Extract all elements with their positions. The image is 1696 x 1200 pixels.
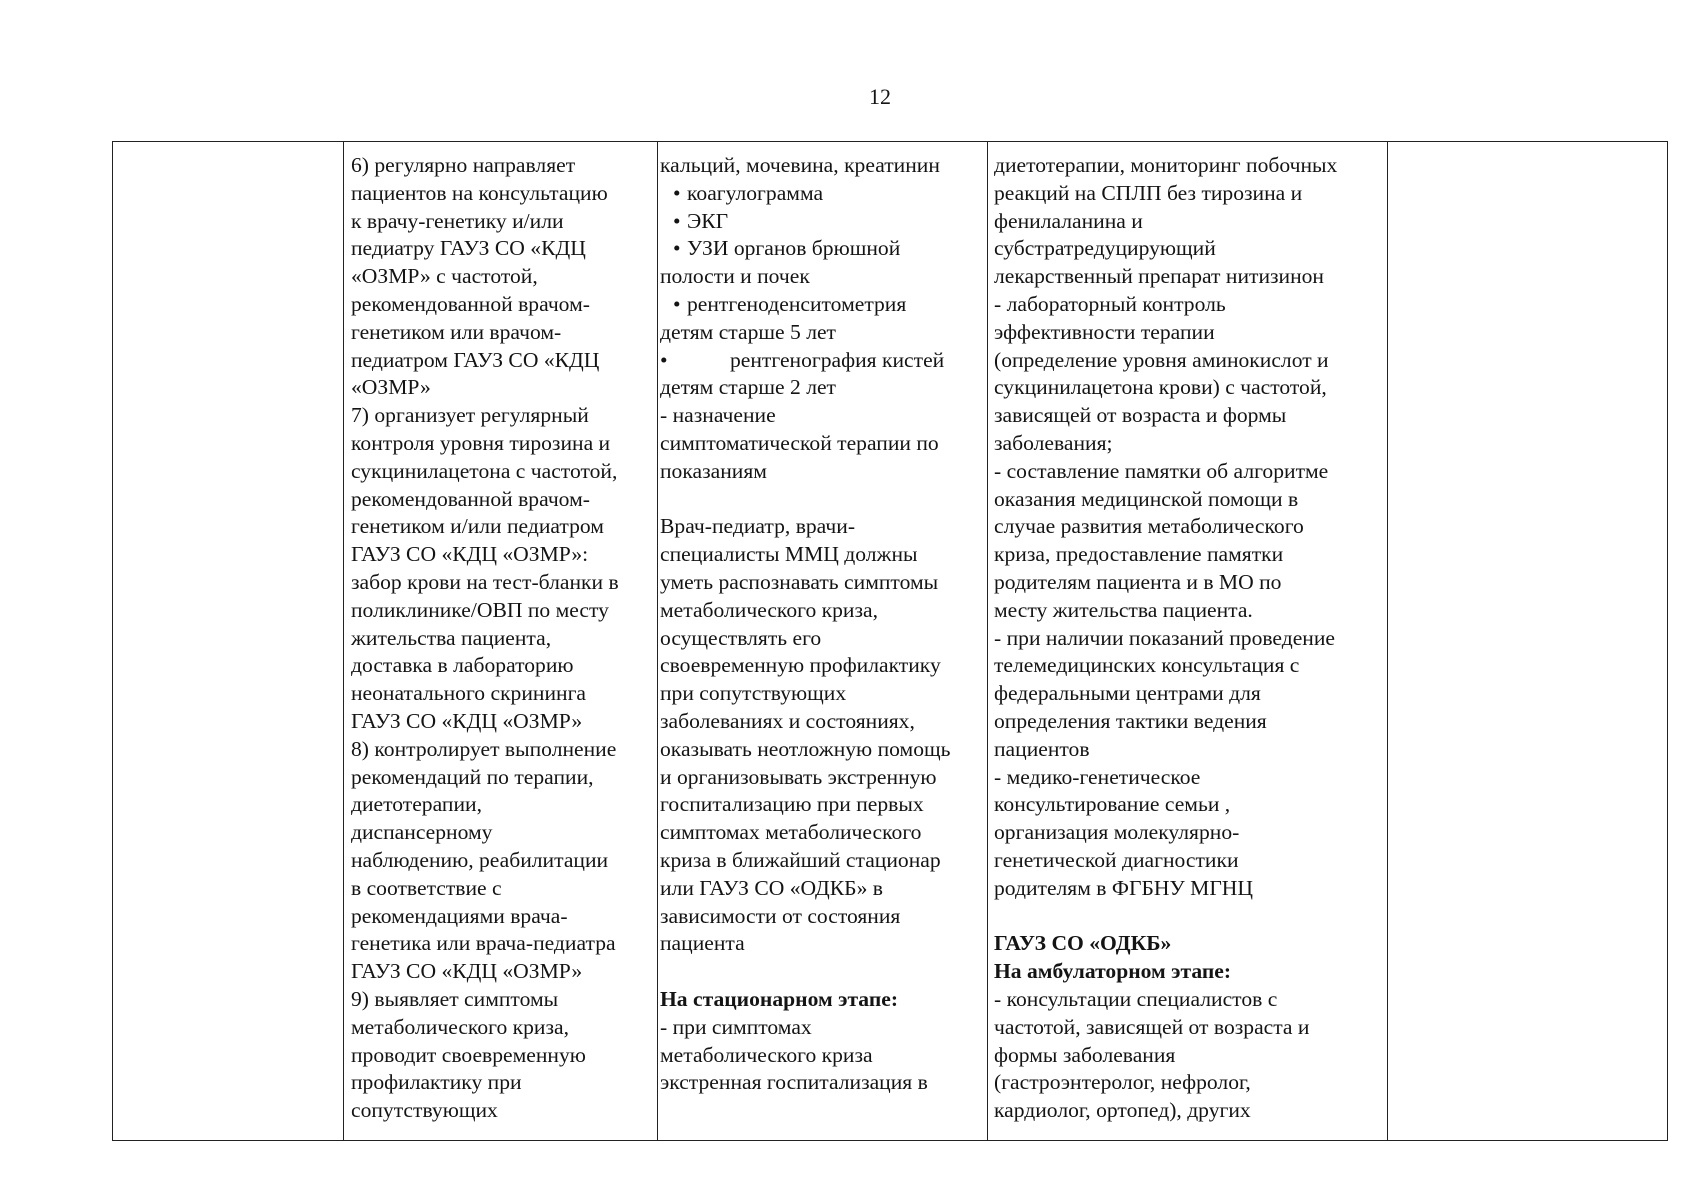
text-line: ГАУЗ СО «КДЦ «ОЗМР» [351,708,583,733]
text-line: метаболического криза, [351,1014,569,1039]
section-heading: ГАУЗ СО «ОДКБ» [994,931,1172,956]
text-line: криза в ближайший стационар [660,847,941,872]
text-line: поликлинике/ОВП по месту [351,597,609,622]
text-line: генетической диагностики [994,847,1239,872]
text-line: генетика или врача-педиатра [351,931,616,956]
text-line: в соответствие с [351,875,502,900]
text-line: профилактику при [351,1070,522,1095]
text-line: федеральными центрами для [994,681,1261,706]
text-line: 6) регулярно направляет [351,153,576,177]
text-line: организация молекулярно- [994,820,1240,845]
text-line: частотой, зависящей от возраста и [994,1014,1310,1039]
text-line: - при наличии показаний проведение [994,625,1335,650]
blank-line [660,958,985,986]
text-line: жительства пациента, [351,625,552,650]
text-line: родителям в ФГБНУ МГНЦ [994,875,1253,900]
text-line: формы заболевания [994,1042,1176,1067]
text-line: - медико-генетическое [994,764,1201,789]
text-line: кальций, мочевина, креатинин [660,153,940,177]
bullet-item: • рентгенография кистей [660,347,985,375]
text-line: осуществлять его [660,625,822,650]
text-line: 9) выявляет симптомы [351,986,559,1011]
text-line: - составление памятки об алгоритме [994,458,1329,483]
text-line: зависимости от состояния [660,903,901,928]
text-line: фенилаланина и [994,208,1143,233]
text-line: диетотерапии, [351,792,482,817]
text-line: 8) контролирует выполнение [351,736,617,761]
text-line: лекарственный препарат нитизинон [994,264,1324,289]
text-line: сопутствующих [351,1098,498,1123]
text-line: или ГАУЗ СО «ОДКБ» в [660,875,883,900]
text-line: заболеваниях и состояниях, [660,708,915,733]
text-line: эффективности терапии [994,319,1215,344]
text-line: заболевания; [994,430,1113,455]
text-line: при сопутствующих [660,681,847,706]
text-line: проводит своевременную [351,1042,586,1067]
blank-line [994,903,1385,931]
table-column-1 [113,142,344,1140]
text-line: рекомендациями врача- [351,903,568,928]
blank-line [660,486,985,514]
text-line: педиатром ГАУЗ СО «КДЦ [351,347,600,372]
text-line: ГАУЗ СО «КДЦ «ОЗМР»: [351,542,589,567]
text-line: (гастроэнтеролог, нефролог, [994,1070,1251,1095]
table-column-3 [658,142,988,1140]
bullet-item: • коагулограмма [660,180,985,208]
table-column-5 [1388,142,1667,1140]
text-line: Врач-педиатр, врачи- [660,514,856,539]
text-line: пациента [660,931,745,956]
text-line: своевременную профилактику [660,653,941,678]
bullet-item: • рентгеноденситометрия [660,291,985,319]
text-line: телемедицинских консультация с [994,653,1300,678]
text-line: наблюдению, реабилитации [351,847,609,872]
text-line: - при симптомах [660,1014,812,1039]
text-line: неонатального скрининга [351,681,587,706]
text-line: госпитализацию при первых [660,792,924,817]
text-line: детям старше 5 лет [660,319,836,344]
text-line: метаболического криза, [660,597,878,622]
text-line: сукцинилацетона с частотой, [351,458,618,483]
text-line: субстратредуцирующий [994,236,1216,261]
text-line: диспансерному [351,820,493,845]
text-line: родителям пациента и в МО по [994,569,1282,594]
text-line: пациентов [994,736,1090,761]
text-line: контроля уровня тирозина и [351,430,611,455]
text-line: случае развития метаболического [994,514,1304,539]
text-line: «ОЗМР» [351,375,431,400]
text-line: диетотерапии, мониторинг побочных [994,153,1338,177]
text-line: рекомендованной врачом- [351,486,590,511]
text-line: 7) организует регулярный [351,403,589,428]
bullet-item: • УЗИ органов брюшной [660,235,985,263]
table-column-4 [988,142,1388,1140]
text-line: генетиком или врачом- [351,319,562,344]
text-line: пациентов на консультацию [351,180,608,205]
text-line: оказывать неотложную помощь [660,736,951,761]
text-line: кардиолог, ортопед), других [994,1098,1251,1123]
text-line: экстренная госпитализация в [660,1070,928,1095]
text-line: «ОЗМР» с частотой, [351,264,538,289]
text-line: метаболического криза [660,1042,873,1067]
text-line: - назначение [660,403,776,428]
text-line: педиатру ГАУЗ СО «КДЦ [351,236,586,261]
text-line: уметь распознавать симптомы [660,569,939,594]
text-line: консультирование семьи , [994,792,1231,817]
text-line: полости и почек [660,264,810,289]
text-line: зависящей от возраста и формы [994,403,1287,428]
text-line: оказания медицинской помощи в [994,486,1299,511]
text-line: сукцинилацетона крови) с частотой, [994,375,1327,400]
text-line: - лабораторный контроль [994,291,1226,316]
section-heading: На амбулаторном этапе: [994,959,1232,984]
text-line: доставка в лабораторию [351,653,574,678]
text-line: симптоматической терапии по [660,430,939,455]
text-line: специалисты ММЦ должны [660,542,918,567]
text-line: забор крови на тест-бланки в [351,569,619,594]
text-line: месту жительства пациента. [994,597,1253,622]
text-line: симптомах метаболического [660,820,922,845]
document-table [112,141,1668,1141]
text-line: определения тактики ведения [994,708,1267,733]
text-line: - консультации специалистов с [994,986,1278,1011]
bullet-item: • ЭКГ [660,208,985,236]
section-heading: На стационарном этапе: [660,986,899,1011]
text-line: криза, предоставление памятки [994,542,1284,567]
text-line: (определение уровня аминокислот и [994,347,1329,372]
table-column-2 [344,142,658,1140]
text-line: детям старше 2 лет [660,375,836,400]
text-line: ГАУЗ СО «КДЦ «ОЗМР» [351,959,583,984]
text-line: к врачу-генетику и/или [351,208,564,233]
text-line: и организовывать экстренную [660,764,937,789]
text-line: рекомендаций по терапии, [351,764,594,789]
text-line: показаниям [660,458,767,483]
text-line: реакций на СПЛП без тирозина и [994,180,1303,205]
text-line: генетиком и/или педиатром [351,514,604,539]
text-line: рекомендованной врачом- [351,291,590,316]
page-number: 12 [869,84,891,109]
